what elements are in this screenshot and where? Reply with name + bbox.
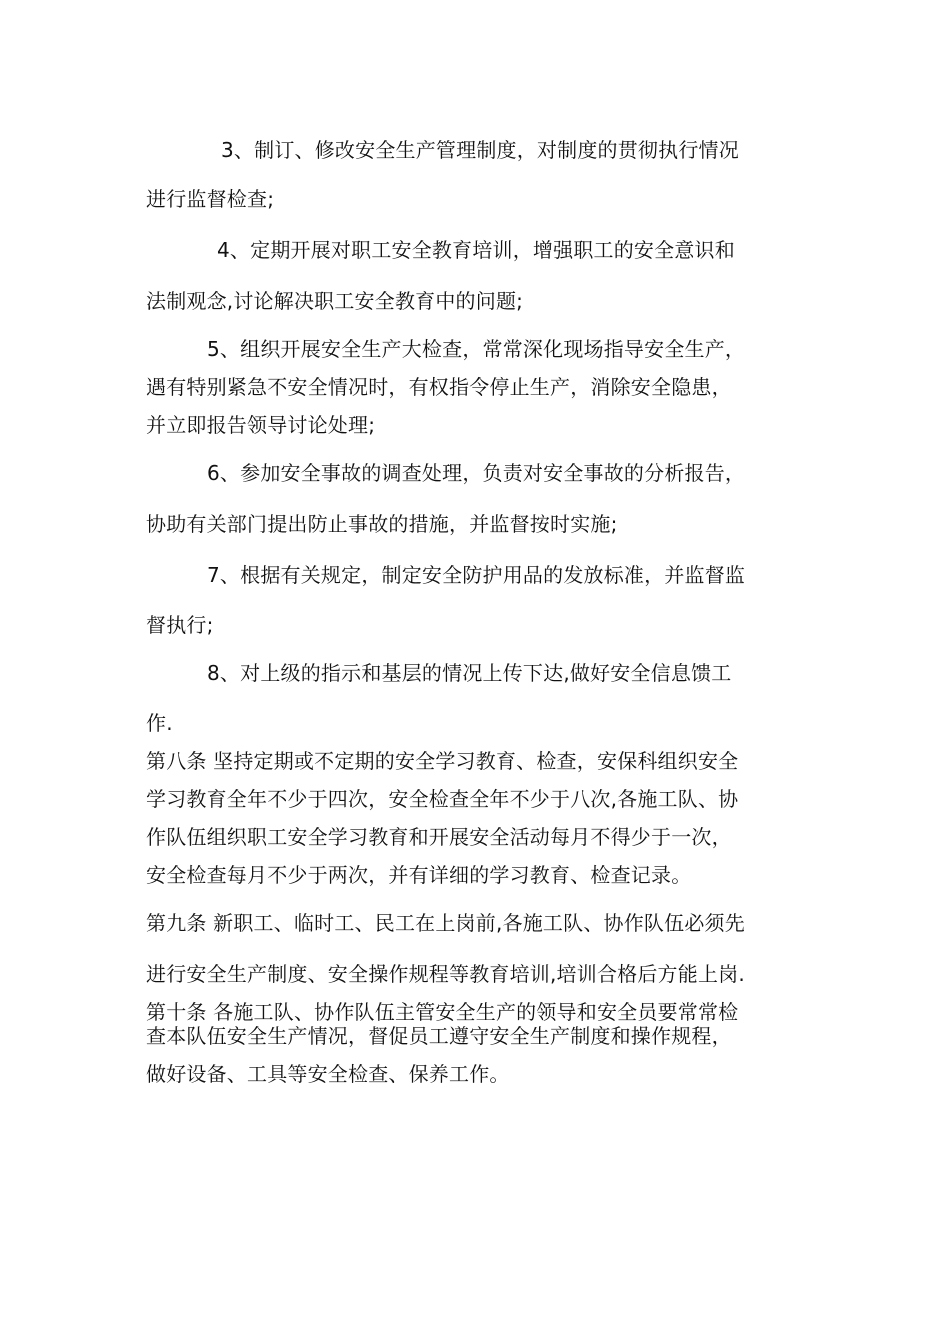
item-8-line-2: 作. xyxy=(146,711,173,735)
article-10-line-2: 查本队伍安全生产情况，督促员工遵守安全生产制度和操作规程， xyxy=(146,1024,732,1048)
item-7-line-2: 督执行; xyxy=(146,613,214,637)
article-10-line-1: 第十条 各施工队、协作队伍主管安全生产的领导和安全员要常常检 xyxy=(146,1000,739,1024)
article-8-line-2: 学习教育全年不少于四次，安全检查全年不少于八次,各施工队、协 xyxy=(146,787,739,811)
item-4-line-1: 4、定期开展对职工安全教育培训，增强职工的安全意识和 xyxy=(217,238,735,262)
article-9-line-1: 第九条 新职工、临时工、民工在上岗前,各施工队、协作队伍必须先 xyxy=(146,911,745,935)
item-6-line-2: 协助有关部门提出防止事故的措施，并监督按时实施; xyxy=(146,512,618,536)
article-10-line-3: 做好设备、工具等安全检查、保养工作。 xyxy=(146,1062,510,1086)
item-3-line-1: 3、制订、修改安全生产管理制度，对制度的贯彻执行情况 xyxy=(221,138,739,162)
item-4-line-2: 法制观念,讨论解决职工安全教育中的问题; xyxy=(146,289,524,313)
article-8-line-3: 作队伍组织职工安全学习教育和开展安全活动每月不得少于一次， xyxy=(146,825,732,849)
item-6-line-1: 6、参加安全事故的调查处理，负责对安全事故的分析报告， xyxy=(207,461,746,485)
item-5-line-1: 5、组织开展安全生产大检查，常常深化现场指导安全生产， xyxy=(207,337,746,361)
item-5-line-2: 遇有特别紧急不安全情况时，有权指令停止生产，消除安全隐患， xyxy=(146,375,732,399)
article-8-line-4: 安全检查每月不少于两次，并有详细的学习教育、检查记录。 xyxy=(146,863,692,887)
item-7-line-1: 7、根据有关规定，制定安全防护用品的发放标准，并监督监 xyxy=(207,563,746,587)
article-8-line-1: 第八条 坚持定期或不定期的安全学习教育、检查，安保科组织安全 xyxy=(146,749,739,773)
item-5-line-3: 并立即报告领导讨论处理; xyxy=(146,413,376,437)
item-3-line-2: 进行监督检查; xyxy=(146,187,275,211)
item-8-line-1: 8、对上级的指示和基层的情况上传下达,做好安全信息馈工 xyxy=(207,661,732,685)
article-9-line-2: 进行安全生产制度、安全操作规程等教育培训,培训合格后方能上岗. xyxy=(146,962,745,986)
